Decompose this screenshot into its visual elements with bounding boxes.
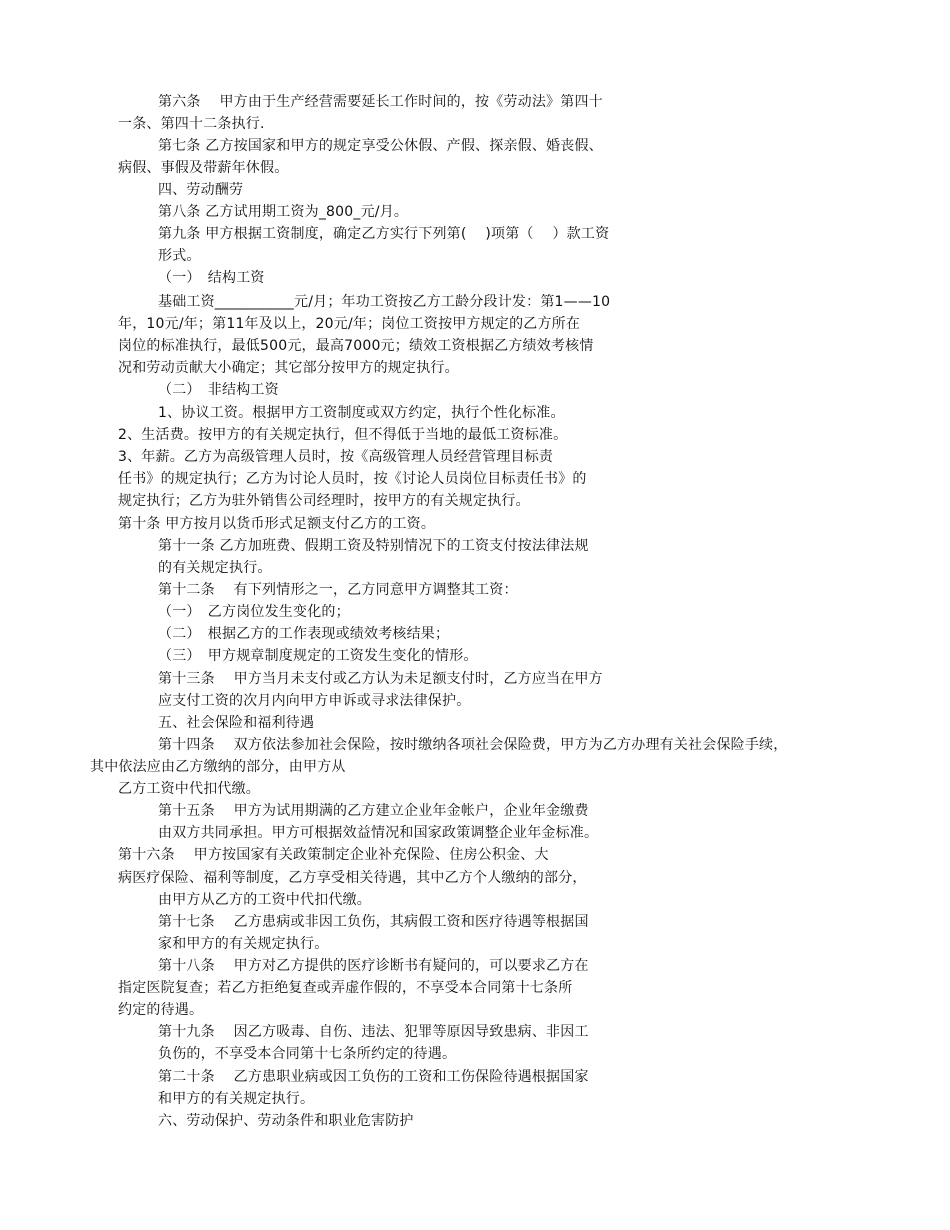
text-line: 的有关规定执行。 xyxy=(158,560,272,576)
text-line: 一条、第四十二条执行. xyxy=(118,116,265,132)
text-line: （一） 乙方岗位发生变化的； xyxy=(158,604,350,620)
text-line: 规定执行；乙方为驻外销售公司经理时，按甲方的有关规定执行。 xyxy=(118,493,530,509)
section-heading: 五、社会保险和福利待遇 xyxy=(158,715,315,731)
text-line: 其中依法应由乙方缴纳的部分，由甲方从 xyxy=(90,759,346,775)
text-line: 第十条 甲方按月以货币形式足额支付乙方的工资。 xyxy=(118,516,436,532)
text-line: 指定医院复查；若乙方拒绝复查或弄虚作假的，不享受本合同第十七条所 xyxy=(118,980,573,996)
text-line: 负伤的，不享受本合同第十七条所约定的待遇。 xyxy=(158,1046,457,1062)
text-line: 由甲方从乙方的工资中代扣代缴。 xyxy=(158,892,371,908)
text-line: 家和甲方的有关规定执行。 xyxy=(158,936,329,952)
text-line: 第十六条 甲方按国家有关政策制定企业补充保险、住房公积金、大 xyxy=(118,847,549,863)
text-line: 应支付工资的次月内向甲方申诉或寻求法律保护。 xyxy=(158,693,471,709)
text-line: 第九条 甲方根据工资制度，确定乙方实行下列第( )项第（ ）款工资 xyxy=(158,226,610,242)
text-line: 况和劳动贡献大小确定；其它部分按甲方的规定执行。 xyxy=(118,360,459,376)
text-line: 第十一条 乙方加班费、假期工资及特别情况下的工资支付按法律法规 xyxy=(158,538,589,554)
section-heading: 六、劳动保护、劳动条件和职业危害防护 xyxy=(158,1113,414,1129)
text-line: 第十五条 甲方为试用期满的乙方建立企业年金帐户，企业年金缴费 xyxy=(158,803,589,819)
text-line: 形式。 xyxy=(158,248,201,264)
text-line: 第十三条 甲方当月未支付或乙方认为未足额支付时，乙方应当在甲方 xyxy=(158,671,603,687)
text-line: 年，10元/年；第11年及以上，20元/年；岗位工资按甲方规定的乙方所在 xyxy=(118,316,581,332)
text-line: 第十七条 乙方患病或非因工负伤，其病假工资和医疗待遇等根据国 xyxy=(158,914,589,930)
text-line: 约定的待遇。 xyxy=(118,1002,204,1018)
subsection-heading: （一） 结构工资 xyxy=(158,270,265,286)
text-line: 第十九条 因乙方吸毒、自伤、违法、犯罪等原因导致患病、非因工 xyxy=(158,1024,589,1040)
text-line: 病假、事假及带薪年休假。 xyxy=(118,160,289,176)
text-line: 基础工资___________元/月；年功工资按乙方工龄分段计发：第1——10 xyxy=(158,294,611,310)
text-line: 第六条 甲方由于生产经营需要延长工作时间的，按《劳动法》第四十 xyxy=(158,94,603,110)
text-line: 和甲方的有关规定执行。 xyxy=(158,1091,315,1107)
text-line: 第二十条 乙方患职业病或因工负伤的工资和工伤保险待遇根据国家 xyxy=(158,1069,589,1085)
subsection-heading: （二） 非结构工资 xyxy=(158,382,279,398)
text-line: （三） 甲方规章制度规定的工资发生变化的情形。 xyxy=(158,648,478,664)
text-line: 2、生活费。按甲方的有关规定执行，但不得低于当地的最低工资标准。 xyxy=(118,427,568,443)
section-heading: 四、劳动酬劳 xyxy=(158,182,244,198)
text-line: 任书》的规定执行；乙方为讨论人员时，按《讨论人员岗位目标责任书》的 xyxy=(118,471,587,487)
text-line: 第十四条 双方依法参加社会保险，按时缴纳各项社会保险费，甲方为乙方办理有关社会保险手续， xyxy=(158,737,788,753)
text-line: 1、协议工资。根据甲方工资制度或双方约定，执行个性化标准。 xyxy=(158,405,565,421)
text-line: 岗位的标准执行，最低500元，最高7000元；绩效工资根据乙方绩效考核情 xyxy=(118,338,594,354)
text-line: 由双方共同承担。甲方可根据效益情况和国家政策调整企业年金标准。 xyxy=(158,825,599,841)
text-line: 乙方工资中代扣代缴。 xyxy=(118,781,260,797)
text-line: 第八条 乙方试用期工资为_800_元/月。 xyxy=(158,204,409,220)
text-line: 第七条 乙方按国家和甲方的规定享受公休假、产假、探亲假、婚丧假、 xyxy=(158,138,603,154)
text-line: 3、年薪。乙方为高级管理人员时，按《高级管理人员经营管理目标责 xyxy=(118,449,554,465)
text-line: 第十二条 有下列情形之一，乙方同意甲方调整其工资： xyxy=(158,582,518,598)
text-line: （二） 根据乙方的工作表现或绩效考核结果； xyxy=(158,626,450,642)
text-line: 病医疗保险、福利等制度，乙方享受相关待遇，其中乙方个人缴纳的部分， xyxy=(118,870,587,886)
text-line: 第十八条 甲方对乙方提供的医疗诊断书有疑问的，可以要求乙方在 xyxy=(158,958,589,974)
